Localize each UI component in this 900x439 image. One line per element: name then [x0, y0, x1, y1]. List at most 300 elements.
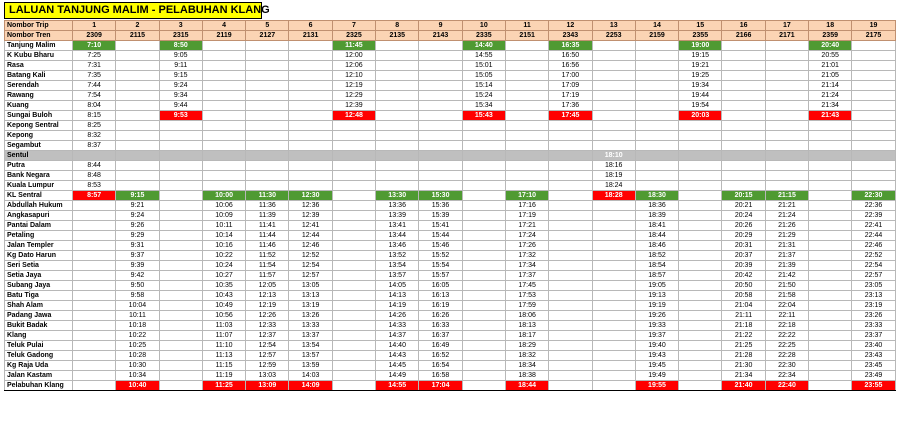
time-cell: 11:15 — [202, 361, 245, 371]
time-cell: 10:30 — [116, 361, 159, 371]
time-cell — [549, 161, 592, 171]
station-name: Bukit Badak — [5, 321, 73, 331]
station-name: K Kubu Bharu — [5, 51, 73, 61]
time-cell — [765, 141, 808, 151]
time-cell: 12:57 — [246, 351, 289, 361]
time-cell: 17:16 — [505, 201, 548, 211]
time-cell: 20:24 — [722, 211, 765, 221]
time-cell: 10:04 — [116, 301, 159, 311]
time-cell — [376, 141, 419, 151]
time-cell — [116, 91, 159, 101]
time-cell — [765, 51, 808, 61]
time-cell: 9:42 — [116, 271, 159, 281]
station-name: Bank Negara — [5, 171, 73, 181]
time-cell: 14:45 — [376, 361, 419, 371]
time-cell — [809, 191, 852, 201]
time-cell: 13:33 — [289, 321, 332, 331]
time-cell: 12:52 — [289, 251, 332, 261]
time-cell — [159, 321, 202, 331]
time-cell — [159, 181, 202, 191]
time-cell: 18:19 — [592, 171, 635, 181]
time-cell — [246, 151, 289, 161]
time-cell — [462, 261, 505, 271]
time-cell: 8:25 — [73, 121, 116, 131]
time-cell — [809, 261, 852, 271]
time-cell — [635, 101, 678, 111]
station-name: Petaling — [5, 231, 73, 241]
station-row — [5, 191, 896, 201]
time-cell — [549, 121, 592, 131]
time-cell: 12:39 — [332, 101, 375, 111]
time-cell: 19:21 — [679, 61, 722, 71]
time-cell: 21:24 — [765, 211, 808, 221]
time-cell — [332, 231, 375, 241]
time-cell — [332, 261, 375, 271]
time-cell — [549, 301, 592, 311]
time-cell — [159, 291, 202, 301]
time-cell: 12:33 — [246, 321, 289, 331]
time-cell — [809, 241, 852, 251]
time-cell: 19:33 — [635, 321, 678, 331]
time-cell — [592, 321, 635, 331]
time-cell: 9:39 — [116, 261, 159, 271]
time-cell — [462, 211, 505, 221]
time-cell: 7:10 — [73, 41, 116, 51]
time-cell — [852, 121, 895, 131]
time-cell: 19:25 — [679, 71, 722, 81]
time-cell: 11:25 — [202, 381, 245, 391]
time-cell — [765, 121, 808, 131]
time-cell — [202, 161, 245, 171]
time-cell: 19:34 — [679, 81, 722, 91]
station-name: Pantai Dalam — [5, 221, 73, 231]
time-cell: 11:30 — [246, 191, 289, 201]
time-cell: 12:10 — [332, 71, 375, 81]
time-cell: 11:54 — [246, 261, 289, 271]
time-cell: 10:11 — [202, 221, 245, 231]
time-cell: 20:26 — [722, 221, 765, 231]
time-cell — [809, 271, 852, 281]
time-cell — [246, 101, 289, 111]
time-cell: 17:00 — [549, 71, 592, 81]
time-cell — [679, 271, 722, 281]
time-cell — [679, 381, 722, 391]
time-cell — [462, 311, 505, 321]
time-cell — [549, 261, 592, 271]
time-cell — [852, 91, 895, 101]
time-cell — [679, 281, 722, 291]
time-cell — [159, 171, 202, 181]
time-cell: 16:58 — [419, 371, 462, 381]
time-cell — [419, 131, 462, 141]
time-cell: 20:03 — [679, 111, 722, 121]
time-cell — [462, 121, 505, 131]
time-cell: 21:34 — [722, 371, 765, 381]
time-cell: 12:13 — [246, 291, 289, 301]
time-cell: 14:40 — [376, 341, 419, 351]
time-cell — [332, 221, 375, 231]
time-cell — [592, 251, 635, 261]
station-name: Jalan Templer — [5, 241, 73, 251]
time-cell: 21:21 — [765, 201, 808, 211]
time-cell: 14:26 — [376, 311, 419, 321]
time-cell — [419, 61, 462, 71]
time-cell — [809, 251, 852, 261]
time-cell — [419, 101, 462, 111]
time-cell — [116, 161, 159, 171]
time-cell — [332, 191, 375, 201]
trip-number-row-cell: 19 — [852, 21, 895, 31]
time-cell: 13:44 — [376, 231, 419, 241]
station-name: Segambut — [5, 141, 73, 151]
station-name: Jalan Kastam — [5, 371, 73, 381]
time-cell — [635, 141, 678, 151]
time-cell: 10:22 — [202, 251, 245, 261]
time-cell: 20:39 — [722, 261, 765, 271]
time-cell — [679, 191, 722, 201]
time-cell — [549, 271, 592, 281]
trip-number-row-label: Nombor Trip — [5, 21, 73, 31]
time-cell — [809, 301, 852, 311]
time-cell: 14:55 — [462, 51, 505, 61]
time-cell — [679, 371, 722, 381]
time-cell: 12:44 — [289, 231, 332, 241]
time-cell — [332, 321, 375, 331]
time-cell — [159, 331, 202, 341]
time-cell: 14:03 — [289, 371, 332, 381]
time-cell: 19:43 — [635, 351, 678, 361]
time-cell — [592, 91, 635, 101]
time-cell: 16:13 — [419, 291, 462, 301]
time-cell — [809, 291, 852, 301]
time-cell: 20:29 — [722, 231, 765, 241]
time-cell — [635, 181, 678, 191]
time-cell — [73, 311, 116, 321]
time-cell — [462, 291, 505, 301]
time-cell — [202, 181, 245, 191]
time-cell — [679, 361, 722, 371]
time-cell: 10:09 — [202, 211, 245, 221]
station-row — [5, 181, 896, 191]
time-cell: 13:52 — [376, 251, 419, 261]
time-cell — [852, 131, 895, 141]
time-cell: 16:54 — [419, 361, 462, 371]
time-cell — [376, 51, 419, 61]
time-cell — [679, 231, 722, 241]
time-cell — [202, 121, 245, 131]
time-cell: 15:34 — [462, 101, 505, 111]
time-cell: 12:59 — [246, 361, 289, 371]
time-cell — [332, 301, 375, 311]
time-cell: 19:15 — [679, 51, 722, 61]
time-cell: 10:56 — [202, 311, 245, 321]
station-name: Batang Kali — [5, 71, 73, 81]
station-name: Padang Jawa — [5, 311, 73, 321]
time-cell — [809, 181, 852, 191]
time-cell: 10:06 — [202, 201, 245, 211]
time-cell: 21:42 — [765, 271, 808, 281]
time-cell — [592, 291, 635, 301]
time-cell — [809, 361, 852, 371]
train-number-row-cell: 2355 — [679, 31, 722, 41]
time-cell — [462, 331, 505, 341]
time-cell — [332, 151, 375, 161]
time-cell: 23:55 — [852, 381, 895, 391]
time-cell — [722, 131, 765, 141]
time-cell: 15:54 — [419, 261, 462, 271]
time-cell — [246, 181, 289, 191]
time-cell: 9:24 — [116, 211, 159, 221]
timetable-title: LALUAN TANJUNG MALIM - PELABUHAN KLANG — [4, 2, 262, 19]
time-cell — [462, 241, 505, 251]
time-cell: 9:15 — [159, 71, 202, 81]
station-row — [5, 261, 896, 271]
time-cell — [159, 131, 202, 141]
station-name: Teluk Pulai — [5, 341, 73, 351]
time-cell — [116, 51, 159, 61]
time-cell: 7:54 — [73, 91, 116, 101]
time-cell — [765, 91, 808, 101]
time-cell: 19:55 — [635, 381, 678, 391]
time-cell — [73, 281, 116, 291]
time-cell: 21:24 — [809, 91, 852, 101]
time-cell — [592, 281, 635, 291]
time-cell — [73, 241, 116, 251]
time-cell — [505, 141, 548, 151]
station-row — [5, 231, 896, 241]
train-number-row-cell: 2325 — [332, 31, 375, 41]
time-cell — [592, 141, 635, 151]
time-cell — [809, 211, 852, 221]
time-cell — [289, 131, 332, 141]
time-cell — [852, 161, 895, 171]
station-name: KL Sentral — [5, 191, 73, 201]
time-cell — [376, 61, 419, 71]
time-cell — [246, 131, 289, 141]
time-cell: 10:00 — [202, 191, 245, 201]
time-cell: 12:54 — [289, 261, 332, 271]
time-cell — [202, 81, 245, 91]
time-cell — [679, 301, 722, 311]
time-cell: 10:22 — [116, 331, 159, 341]
time-cell — [73, 321, 116, 331]
trip-number-row-cell: 5 — [246, 21, 289, 31]
time-cell: 11:46 — [246, 241, 289, 251]
station-row — [5, 71, 896, 81]
time-cell: 22:57 — [852, 271, 895, 281]
time-cell — [592, 271, 635, 281]
time-cell — [635, 41, 678, 51]
time-cell — [419, 41, 462, 51]
trip-number-row-cell: 18 — [809, 21, 852, 31]
time-cell — [376, 131, 419, 141]
time-cell — [376, 101, 419, 111]
trip-number-row-cell: 12 — [549, 21, 592, 31]
train-number-row-cell: 2335 — [462, 31, 505, 41]
station-row — [5, 211, 896, 221]
time-cell: 11:10 — [202, 341, 245, 351]
station-row — [5, 51, 896, 61]
time-cell: 19:37 — [635, 331, 678, 341]
trip-number-row-cell: 13 — [592, 21, 635, 31]
trip-number-row-cell: 14 — [635, 21, 678, 31]
train-number-row-cell: 2343 — [549, 31, 592, 41]
time-cell: 10:11 — [116, 311, 159, 321]
time-cell: 9:53 — [159, 111, 202, 121]
time-cell: 18:06 — [505, 311, 548, 321]
time-cell — [722, 51, 765, 61]
time-cell: 18:38 — [505, 371, 548, 381]
time-cell: 15:24 — [462, 91, 505, 101]
time-cell — [462, 151, 505, 161]
time-cell — [765, 41, 808, 51]
time-cell — [332, 141, 375, 151]
trip-number-row — [5, 21, 896, 31]
time-cell: 10:35 — [202, 281, 245, 291]
time-cell: 22:40 — [765, 381, 808, 391]
time-cell: 21:28 — [722, 351, 765, 361]
time-cell: 15:39 — [419, 211, 462, 221]
time-cell: 22:22 — [765, 331, 808, 341]
time-cell — [419, 111, 462, 121]
station-row — [5, 381, 896, 391]
time-cell: 12:30 — [289, 191, 332, 201]
station-name: Rawang — [5, 91, 73, 101]
time-cell: 16:26 — [419, 311, 462, 321]
time-cell — [852, 71, 895, 81]
time-cell — [332, 171, 375, 181]
time-cell — [679, 321, 722, 331]
time-cell — [73, 341, 116, 351]
time-cell — [462, 271, 505, 281]
time-cell: 11:03 — [202, 321, 245, 331]
time-cell — [679, 181, 722, 191]
time-cell: 12:00 — [332, 51, 375, 61]
time-cell: 10:25 — [116, 341, 159, 351]
station-name: Kg Raja Uda — [5, 361, 73, 371]
time-cell — [549, 291, 592, 301]
time-cell: 18:10 — [592, 151, 635, 161]
time-cell — [246, 51, 289, 61]
time-cell — [809, 351, 852, 361]
time-cell: 21:39 — [765, 261, 808, 271]
time-cell — [635, 81, 678, 91]
trip-number-row-cell: 6 — [289, 21, 332, 31]
timetable — [4, 20, 896, 391]
trip-number-row-cell: 8 — [376, 21, 419, 31]
time-cell — [246, 41, 289, 51]
time-cell — [376, 151, 419, 161]
station-row — [5, 61, 896, 71]
time-cell — [505, 91, 548, 101]
time-cell: 14:43 — [376, 351, 419, 361]
time-cell — [419, 81, 462, 91]
time-cell: 15:30 — [419, 191, 462, 201]
time-cell — [592, 221, 635, 231]
time-cell — [592, 371, 635, 381]
time-cell — [116, 131, 159, 141]
time-cell — [159, 151, 202, 161]
station-row — [5, 321, 896, 331]
time-cell: 14:33 — [376, 321, 419, 331]
time-cell — [332, 131, 375, 141]
time-cell — [246, 121, 289, 131]
time-cell — [809, 161, 852, 171]
time-cell — [202, 151, 245, 161]
time-cell: 11:45 — [332, 41, 375, 51]
time-cell — [765, 171, 808, 181]
time-cell — [419, 51, 462, 61]
time-cell — [159, 371, 202, 381]
time-cell — [549, 361, 592, 371]
time-cell: 18:13 — [505, 321, 548, 331]
time-cell — [505, 151, 548, 161]
time-cell: 20:40 — [809, 41, 852, 51]
time-cell — [73, 351, 116, 361]
time-cell — [722, 181, 765, 191]
time-cell — [549, 241, 592, 251]
time-cell: 21:22 — [722, 331, 765, 341]
time-cell: 21:43 — [809, 111, 852, 121]
time-cell: 13:54 — [289, 341, 332, 351]
time-cell: 23:13 — [852, 291, 895, 301]
time-cell: 20:55 — [809, 51, 852, 61]
time-cell — [549, 171, 592, 181]
time-cell — [73, 371, 116, 381]
time-cell: 22:36 — [852, 201, 895, 211]
time-cell: 10:34 — [116, 371, 159, 381]
time-cell: 19:00 — [679, 41, 722, 51]
time-cell — [73, 291, 116, 301]
time-cell: 8:48 — [73, 171, 116, 181]
time-cell: 17:26 — [505, 241, 548, 251]
time-cell — [722, 81, 765, 91]
time-cell: 18:32 — [505, 351, 548, 361]
station-row — [5, 161, 896, 171]
time-cell — [246, 91, 289, 101]
time-cell — [202, 101, 245, 111]
time-cell: 17:21 — [505, 221, 548, 231]
station-name: Teluk Gadong — [5, 351, 73, 361]
time-cell — [809, 321, 852, 331]
time-cell: 18:44 — [635, 231, 678, 241]
time-cell — [116, 181, 159, 191]
station-name: Batu Tiga — [5, 291, 73, 301]
time-cell — [505, 101, 548, 111]
time-cell — [332, 331, 375, 341]
time-cell: 17:34 — [505, 261, 548, 271]
time-cell — [765, 101, 808, 111]
time-cell: 12:05 — [246, 281, 289, 291]
time-cell — [289, 81, 332, 91]
time-cell: 18:16 — [592, 161, 635, 171]
time-cell — [679, 171, 722, 181]
time-cell: 23:43 — [852, 351, 895, 361]
time-cell: 21:14 — [809, 81, 852, 91]
time-cell: 16:49 — [419, 341, 462, 351]
time-cell — [679, 121, 722, 131]
time-cell — [549, 231, 592, 241]
time-cell — [852, 61, 895, 71]
time-cell: 20:58 — [722, 291, 765, 301]
time-cell — [289, 111, 332, 121]
time-cell — [592, 241, 635, 251]
station-name: Kuala Lumpur — [5, 181, 73, 191]
station-row — [5, 111, 896, 121]
station-name: Seri Setia — [5, 261, 73, 271]
time-cell: 17:19 — [549, 91, 592, 101]
time-cell: 13:05 — [289, 281, 332, 291]
